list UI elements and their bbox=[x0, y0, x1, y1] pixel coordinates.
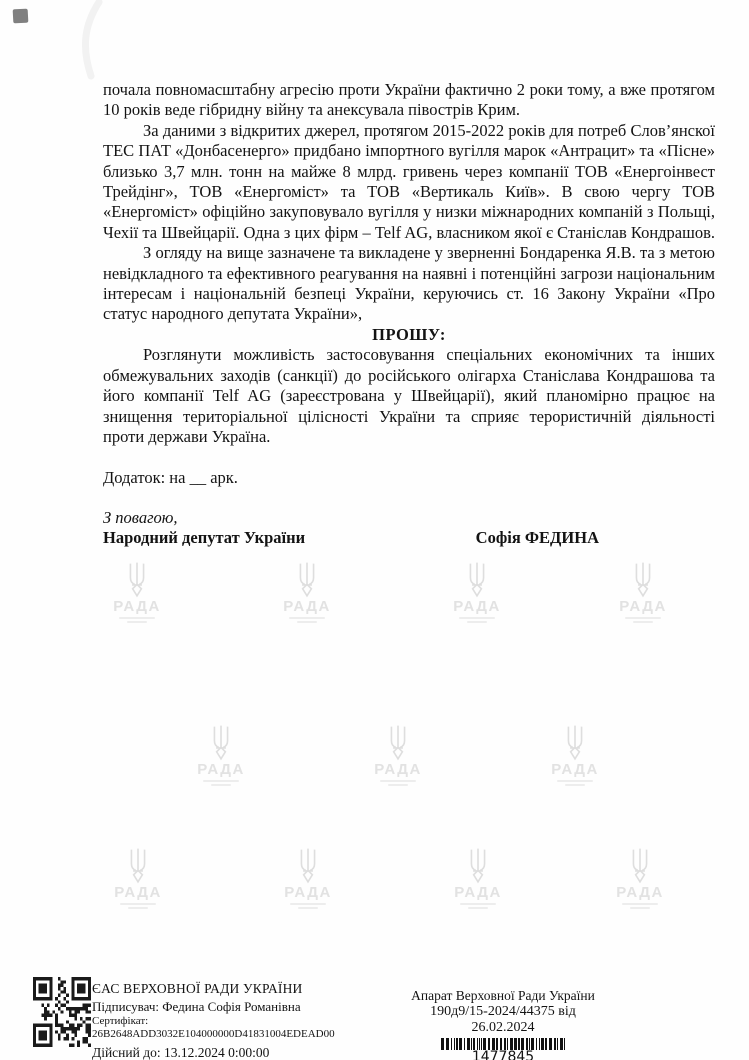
watermark-rada-label: РАДА bbox=[551, 761, 599, 778]
watermark-rada-label: РАДА bbox=[113, 598, 161, 615]
paragraph-agression: почала повномасштабну агресію проти України фактично 2 роки тому, а вже протягом 10 років веде гібридну війну та анексувала півострів Крим. bbox=[103, 80, 715, 120]
stamp-valid-until: Дійсний до: 13.12.2024 0:00:00 bbox=[92, 1045, 270, 1060]
watermark-caption bbox=[362, 780, 434, 786]
rada-watermark bbox=[272, 847, 344, 909]
watermark-rada-label: РАДА bbox=[619, 598, 667, 615]
rada-watermark bbox=[441, 561, 513, 623]
paragraph-request: Розглянути можливість застосовування спеціальних економічних та інших обмежувальних заходів (санкції) до російського олігарха Станіслава Кондрашова та його компанії Telf AG (зареєстрована у Швейцарії), який планомірно працює на знищення територіальної цілісності України та сприяє терористичній діяльності проти держави Україна. bbox=[103, 345, 715, 446]
tryzub-icon bbox=[126, 847, 150, 884]
rada-watermark bbox=[604, 847, 676, 909]
registration-org: Апарат Верховної Ради України bbox=[411, 988, 595, 1003]
rada-watermark bbox=[362, 724, 434, 786]
watermark-rada-label: РАДА bbox=[284, 884, 332, 901]
tryzub-icon bbox=[628, 847, 652, 884]
stamp-org: ЄАС ВЕРХОВНОЇ РАДИ УКРАЇНИ bbox=[92, 981, 303, 996]
watermark-caption bbox=[539, 780, 611, 786]
rada-watermark bbox=[442, 847, 514, 909]
signer-name: Софія ФЕДИНА bbox=[475, 528, 599, 548]
signer-position: Народний депутат України bbox=[103, 528, 306, 548]
tryzub-icon bbox=[466, 847, 490, 884]
tryzub-icon bbox=[125, 561, 149, 598]
attachment-line: Додаток: на __ арк. bbox=[103, 468, 238, 488]
rada-watermark bbox=[101, 561, 173, 623]
scan-corner-artifact bbox=[13, 9, 29, 24]
watermark-rada-label: РАДА bbox=[197, 761, 245, 778]
watermark-caption bbox=[102, 903, 174, 909]
tryzub-icon bbox=[209, 724, 233, 761]
watermark-caption bbox=[101, 617, 173, 623]
rada-watermark bbox=[185, 724, 257, 786]
rada-watermark bbox=[271, 561, 343, 623]
barcode-number: 1477845 bbox=[471, 1049, 535, 1060]
registration-number: 190д9/15-2024/44375 від 26.02.2024 bbox=[430, 1004, 576, 1035]
watermark-caption bbox=[271, 617, 343, 623]
tryzub-icon bbox=[563, 724, 587, 761]
signature-row bbox=[103, 528, 715, 548]
watermark-rada-label: РАДА bbox=[283, 598, 331, 615]
closing-line: З повагою, bbox=[103, 507, 178, 527]
paragraph-coal-purchases: За даними з відкритих джерел, протягом 2015-2022 років для потреб Слов’янскої ТЕС ПАТ «Донбасенерго» придбано імпортного вугілля марок «Антрацит» та «Пісне» близько 3,7 млн. тонн на майже 8 млрд. гривень через компанії ТОВ «Енергоінвест Трейдінг», ТОВ «Енергоміст» та ТОВ «Вертикаль Київ». В свою чергу ТОВ «Енергоміст» офіційно закуповувало вугілля у низки міжнародних компаній з Польщі, Чехії та Швейцарії. Одна з цих фірм – Telf AG, власником якої є Станіслав Кондрашов. bbox=[103, 120, 716, 242]
watermark-caption bbox=[604, 903, 676, 909]
watermark-rada-label: РАДА bbox=[453, 598, 501, 615]
rada-watermark bbox=[607, 561, 679, 623]
paragraph-legal-basis: З огляду на вище зазначене та викладене у зверненні Бондаренка Я.В. та з метою невідкладного та ефективного реагування на наявні і потенційні загрози національним інтересам і національній безпеці України, керуючись ст. 16 Закону України «Про статус народного депутата України», bbox=[103, 243, 715, 324]
watermark-caption bbox=[442, 903, 514, 909]
watermark-rada-label: РАДА bbox=[114, 884, 162, 901]
qr-code bbox=[33, 977, 91, 1047]
watermark-rada-label: РАДА bbox=[616, 884, 664, 901]
watermark-caption bbox=[441, 617, 513, 623]
tryzub-icon bbox=[296, 847, 320, 884]
watermark-rada-label: РАДА bbox=[454, 884, 502, 901]
signature-stamp bbox=[92, 981, 382, 1060]
stamp-signer: Підписувач: Федина Софія Романівна bbox=[92, 999, 301, 1014]
registration-stamp bbox=[408, 988, 598, 1060]
tryzub-icon bbox=[295, 561, 319, 598]
watermark-caption bbox=[272, 903, 344, 909]
request-heading: ПРОШУ: bbox=[372, 324, 446, 344]
watermark-caption bbox=[185, 780, 257, 786]
letter-body bbox=[103, 0, 715, 549]
tryzub-icon bbox=[631, 561, 655, 598]
watermark-rada-label: РАДА bbox=[374, 761, 422, 778]
stamp-certificate: Сертифікат: 26B2648ADD3032E104000000D41831004EDEAD00 bbox=[92, 1015, 335, 1040]
rada-watermark bbox=[102, 847, 174, 909]
tryzub-icon bbox=[465, 561, 489, 598]
watermark-caption bbox=[607, 617, 679, 623]
rada-watermark bbox=[539, 724, 611, 786]
tryzub-icon bbox=[386, 724, 410, 761]
